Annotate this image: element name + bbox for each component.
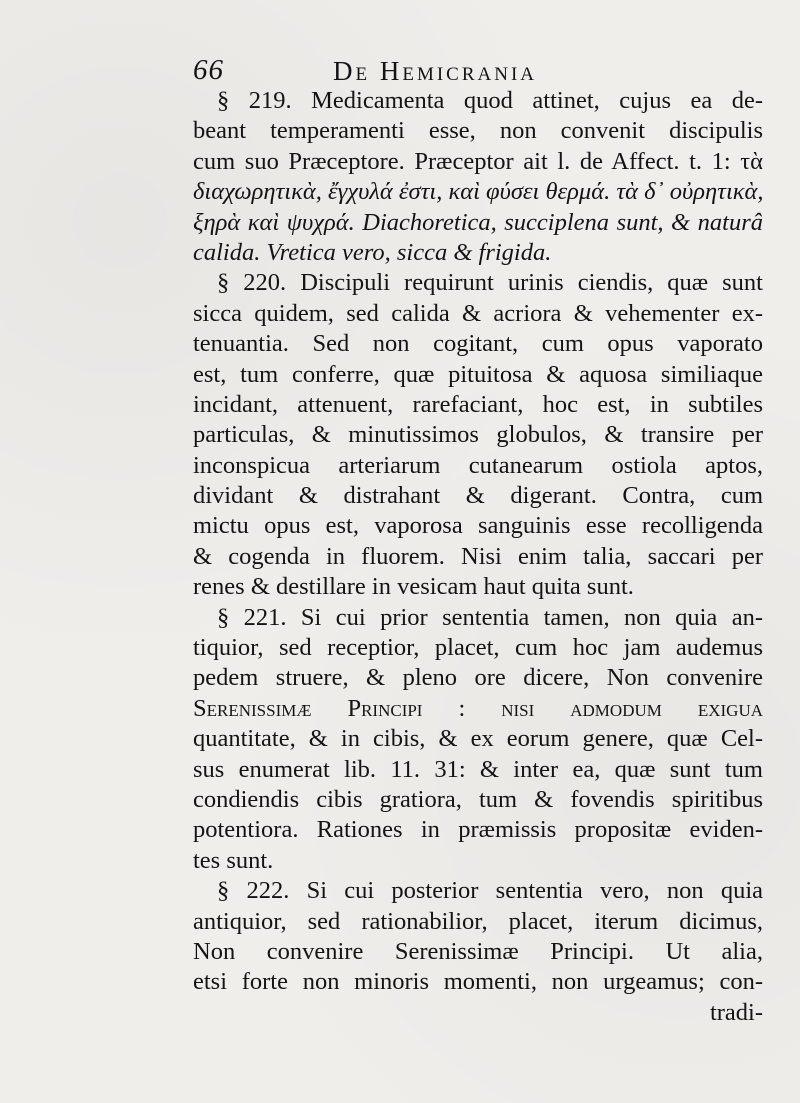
text-line: tenuantia. Sed non cogitant, cum opus vaporato: [193, 330, 763, 358]
text-line: tiquior, sed receptior, placet, cum hoc jam audemus: [193, 634, 763, 662]
catchword: tradi-: [709, 998, 763, 1026]
greek-text-line: ξηρὰ καὶ ψυχρά. Diachoretica, succiplena sunt, & naturâ: [193, 208, 763, 236]
body-text: [193, 86, 763, 1028]
text-line: § 222. Si cui posterior sententia vero, non quia: [217, 877, 763, 905]
text-line: sicca quidem, sed calida & acriora & vehementer ex-: [193, 299, 763, 327]
text-line: Serenissimæ Principi : nisi admodum exigua: [193, 694, 763, 722]
text-line: Non convenire Serenissimæ Principi. Ut alia,: [193, 937, 763, 965]
text-line: est, tum conferre, quæ pituitosa & aquosa similiaque: [193, 360, 763, 388]
text-line: cum suo Præceptore. Præceptor ait l. de Affect. t. 1: τὰ: [193, 147, 763, 175]
text-line: § 221. Si cui prior sententia tamen, non quia an-: [217, 603, 763, 631]
text-line: potentiora. Rationes in præmissis propositæ eviden-: [193, 816, 763, 844]
page-number: 66: [193, 54, 224, 86]
greek-text-line: διαχωρητικὰ, ἔγχυλά ἐστι, καὶ φύσει θερμά. τὰ δ᾽ οὐρητικὰ,: [193, 178, 763, 206]
text-line: § 219. Medicamenta quod attinet, cujus ea de-: [217, 87, 763, 114]
text-line: etsi forte non minoris momenti, non urgeamus; con-: [193, 968, 763, 996]
text-line: condiendis cibis gratiora, tum & fovendis spiritibus: [193, 785, 763, 813]
text-line: mictu opus est, vaporosa sanguinis esse recolligenda: [193, 512, 763, 540]
text-line: beant temperamenti esse, non convenit discipulis: [193, 117, 763, 145]
text-line: antiquior, sed rationabilior, placet, iterum dicimus,: [193, 907, 763, 935]
text-line: dividant & distrahant & digerant. Contra, cum: [193, 482, 763, 510]
text-line: particulas, & minutissimos globulos, & transire per: [193, 421, 763, 449]
text-line: inconspicua arteriarum cutanearum ostiola aptos,: [193, 451, 763, 479]
page-header: [193, 54, 753, 90]
text-line: tes sunt.: [193, 846, 274, 874]
text-line: & cogenda in fluorem. Nisi enim talia, saccari per: [193, 542, 763, 570]
text-line: quantitate, & in cibis, & ex eorum genere, quæ Cel-: [193, 725, 763, 753]
text-line: sus enumerat lib. 11. 31: & inter ea, quæ sunt tum: [193, 755, 763, 783]
running-title: De Hemicrania: [333, 56, 538, 86]
text-line: pedem struere, & pleno ore dicere, Non convenire: [193, 664, 763, 692]
text-line: § 220. Discipuli requirunt urinis ciendis, quæ sunt: [217, 269, 763, 297]
text-line: incidant, attenuent, rarefaciant, hoc est, in subtiles: [193, 390, 763, 418]
text-line: calida. Vretica vero, sicca & frigida.: [193, 238, 552, 266]
text-line: renes & destillare in vesicam haut quita sunt.: [193, 573, 634, 601]
